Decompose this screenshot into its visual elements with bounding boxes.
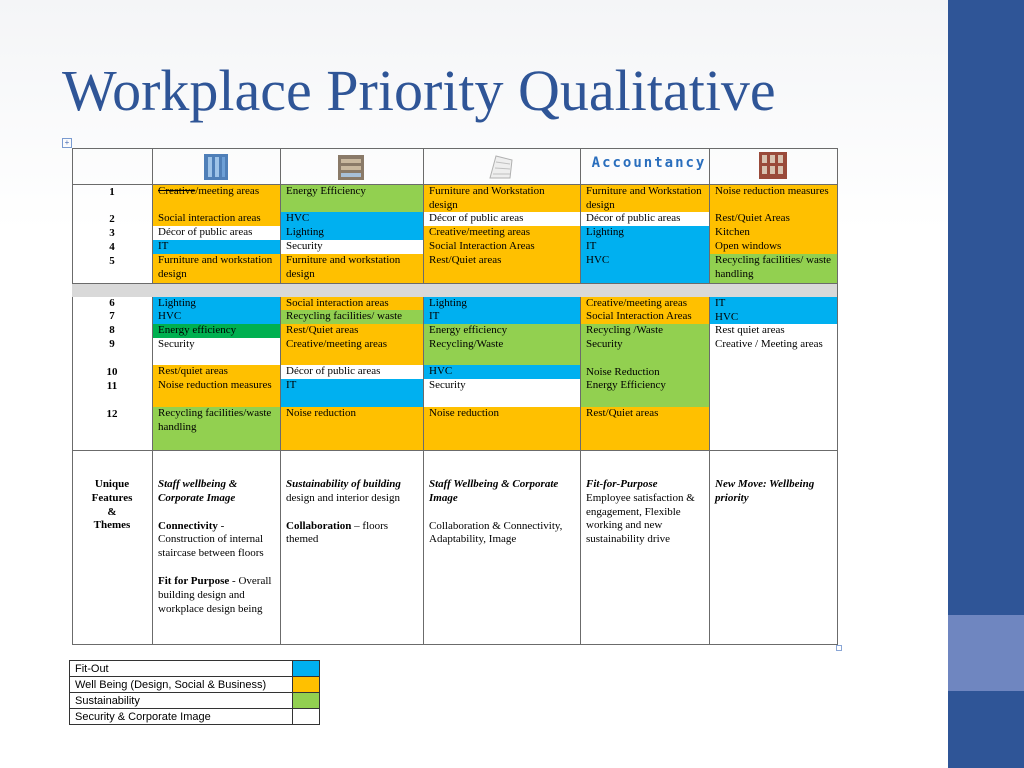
col4-rank9: Security <box>586 337 623 350</box>
col5-rank3: Kitchen <box>715 225 750 238</box>
rank-1: 1 <box>109 186 115 198</box>
features-col5: New Move: Wellbeing priority <box>715 478 815 504</box>
legend-row <box>70 661 320 677</box>
col4-rank6: Creative/meeting areas <box>581 297 709 310</box>
col1-rank5: Furniture and workstation design <box>153 254 280 283</box>
legend-row <box>70 677 320 693</box>
side-accent-block <box>948 615 1024 691</box>
slide-title: Workplace Priority Qualitative <box>62 58 776 123</box>
col1-rank7: HVC <box>153 310 280 324</box>
col5-rank8: Rest quiet areas <box>715 324 785 336</box>
unique-features-header: Unique Features & Themes <box>91 478 133 532</box>
rank-10: 10 <box>106 366 118 378</box>
color-legend <box>69 660 320 725</box>
col5-rank4: Open windows <box>715 239 782 252</box>
col1-rank12: Recycling facilities/waste handling <box>153 407 280 450</box>
rank-11: 11 <box>106 380 118 392</box>
col4-rank8-11 <box>581 324 709 407</box>
col4-rank1: Furniture and Workstation design <box>581 185 709 212</box>
col3-rank9: Recycling/Waste <box>424 338 580 365</box>
legend-swatch <box>293 661 320 677</box>
col3-rank12: Noise reduction <box>424 407 580 450</box>
table-resize-handle[interactable] <box>836 645 842 651</box>
legend-label: Fit-Out <box>70 661 293 677</box>
col3-rank8: Energy efficiency <box>424 324 580 338</box>
col1-rank8: Energy efficiency <box>153 324 280 338</box>
building-image-5-icon <box>757 150 789 180</box>
col5-rank7: HVC <box>715 310 739 323</box>
rank-5: 5 <box>109 255 115 267</box>
col4-rank5: HVC <box>586 253 610 266</box>
col4-rank10: Noise Reduction <box>586 365 660 378</box>
rank-3: 3 <box>109 227 115 239</box>
building-image-2-icon <box>336 151 366 181</box>
col5-rank6: IT <box>715 297 726 309</box>
col1-rank10: Rest/quiet areas <box>153 365 280 379</box>
col3-rank2: Décor of public areas <box>424 212 580 226</box>
col4-rank7: Social Interaction Areas <box>581 310 709 324</box>
features-col2: Sustainability of building design and interior design Collaboration – floors themed <box>286 478 401 546</box>
rank-6: 6 <box>109 297 115 309</box>
col1-rank2: Social interaction areas <box>153 212 280 226</box>
col4-rank8: Recycling /Waste <box>586 324 664 336</box>
col3-rank10: HVC <box>424 365 580 379</box>
col5-rank6-7 <box>710 297 837 324</box>
col2-rank2: HVC <box>281 212 423 226</box>
col3-rank3: Creative/meeting areas <box>424 226 580 240</box>
col3-rank7: IT <box>424 310 580 324</box>
col2-rank4: Security <box>281 240 423 254</box>
col2-rank12: Noise reduction <box>281 407 423 450</box>
rank-2: 2 <box>109 213 115 225</box>
features-col3: Staff Wellbeing & Corporate Image Collaboration & Connectivity, Adaptability, Image <box>429 478 563 546</box>
col3-rank6: Lighting <box>424 297 580 310</box>
legend-row <box>70 709 320 725</box>
col2-rank8: Rest/Quiet areas <box>281 324 423 338</box>
col2-rank10: Décor of public areas <box>281 365 423 379</box>
building-image-3-icon <box>486 152 516 180</box>
col5-rank5: Recycling facilities/ waste handling <box>710 254 837 283</box>
col1-rank11: Noise reduction measures <box>153 379 280 407</box>
accountancy-logo: Accountancy <box>591 155 707 171</box>
legend-label: Well Being (Design, Social & Business) <box>70 677 293 693</box>
col2-rank9: Creative/meeting areas <box>281 338 423 365</box>
col1-rank9: Security <box>153 338 280 365</box>
rank-8: 8 <box>109 324 115 336</box>
col2-rank1: Energy Efficiency <box>281 185 423 212</box>
separator-row <box>72 284 837 297</box>
col5-rank8-9 <box>710 324 837 450</box>
col4-rank11: Energy Efficiency <box>586 379 666 392</box>
col1-rank1: Creative/meeting areas <box>153 185 280 212</box>
col5-rank2-4 <box>710 212 837 254</box>
col1-rank4: IT <box>153 240 280 254</box>
building-image-1-icon <box>202 152 230 180</box>
legend-label: Security & Corporate Image <box>70 709 293 725</box>
col4-rank4: IT <box>586 239 597 252</box>
col3-rank1: Furniture and Workstation design <box>424 185 580 212</box>
col2-rank5: Furniture and workstation design <box>281 254 423 283</box>
rank-7: 7 <box>109 310 115 322</box>
table-move-handle-icon[interactable]: + <box>62 138 72 148</box>
rank-12: 12 <box>106 408 118 420</box>
col4-rank12: Rest/Quiet areas <box>581 407 709 450</box>
col1-rank6: Lighting <box>153 297 280 310</box>
legend-label: Sustainability <box>70 693 293 709</box>
col4-rank2: Décor of public areas <box>581 212 709 226</box>
col3-rank4: Social Interaction Areas <box>424 240 580 254</box>
col2-rank6: Social interaction areas <box>281 297 423 310</box>
col4-rank3: Lighting <box>586 226 624 238</box>
col3-rank5: Rest/Quiet areas <box>424 254 580 283</box>
col5-rank1: Noise reduction measures <box>710 185 837 212</box>
features-col4: Fit-for-Purpose Employee satisfaction & engagement, Flexible working and new sustainability drive <box>586 478 695 546</box>
rank-4: 4 <box>109 241 115 253</box>
col1-rank3: Décor of public areas <box>153 226 280 240</box>
features-col1: Staff wellbeing & Corporate Image Connectivity - Construction of internal staircase between floors Fit for Purpose - Overall building design and workplace design being <box>158 478 272 615</box>
legend-row <box>70 693 320 709</box>
col5-rank2: Rest/Quiet Areas <box>715 212 790 224</box>
col2-rank7: Recycling facilities/ waste <box>281 310 423 324</box>
col3-rank11: Security <box>424 379 580 407</box>
col5-rank9: Creative / Meeting areas <box>715 337 823 350</box>
priority-table <box>72 148 838 645</box>
legend-swatch <box>293 709 320 725</box>
legend-swatch <box>293 693 320 709</box>
col4-spacer <box>586 352 704 366</box>
col2-rank11: IT <box>281 379 423 407</box>
col2-rank3: Lighting <box>281 226 423 240</box>
legend-swatch <box>293 677 320 693</box>
rank-9: 9 <box>109 338 115 350</box>
col4-rank3-5 <box>581 226 709 283</box>
